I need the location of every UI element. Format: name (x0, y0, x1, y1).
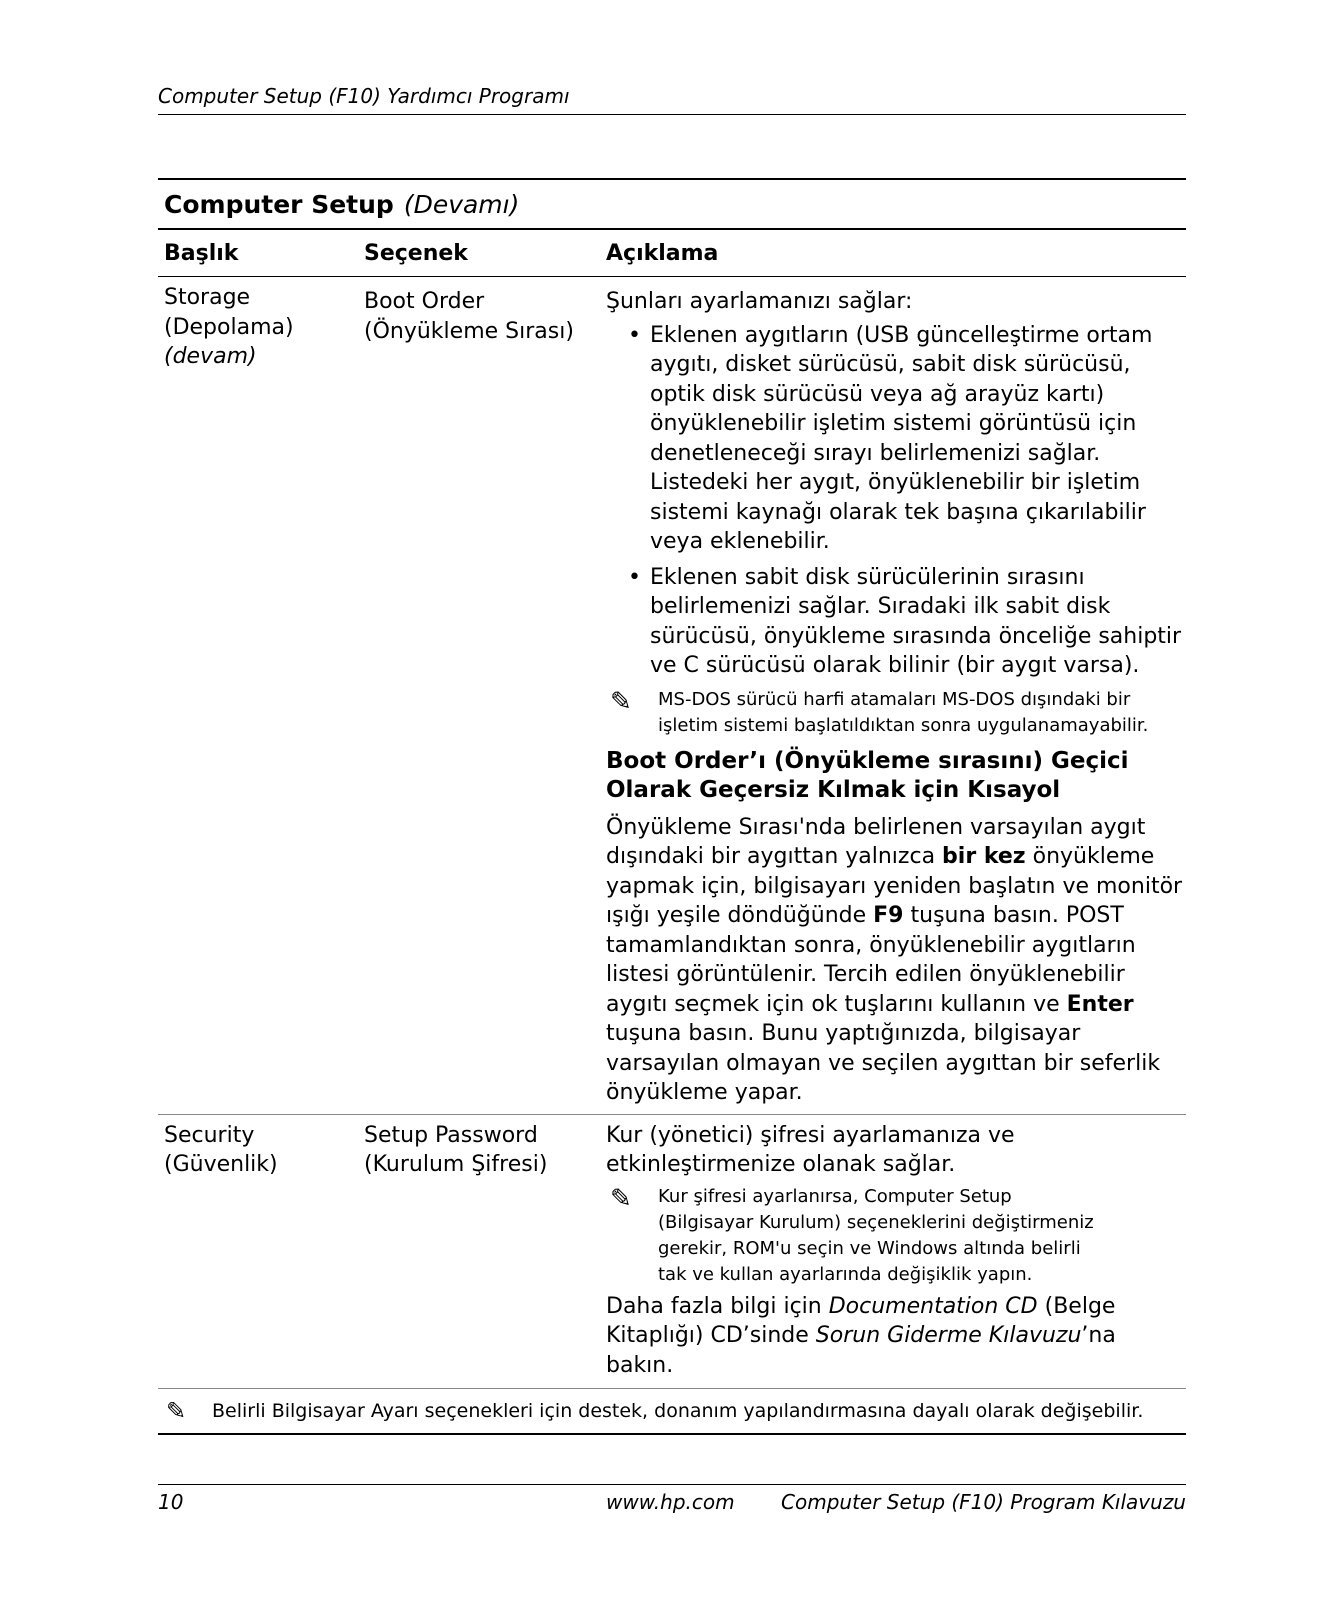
option-line: (Önyükleme Sırası) (364, 318, 574, 344)
pencil-note-icon: ✎ (610, 1183, 632, 1214)
subheading-line: Boot Order’ı (Önyükleme sırasını) Geçici (606, 747, 1129, 774)
more-troubleshooting-guide: Sorun Giderme Kılavuzu (815, 1323, 1082, 1348)
shortcut-text: tuşuna basın. Bunu yaptığınızda, bilgisayar varsayılan olmayan ve seçilen aygıttan bir seferlik önyükleme yapar. (606, 1021, 1161, 1105)
footer-url: www.hp.com (606, 1490, 735, 1514)
option-line: Setup Password (364, 1122, 538, 1148)
header-rule (158, 114, 1186, 115)
page-number: 10 (158, 1490, 184, 1514)
pencil-note-icon: ✎ (166, 1397, 187, 1425)
note-line: (Bilgisayar Kurulum) seçeneklerini değiştirmeniz (658, 1211, 1094, 1233)
pencil-note-icon: ✎ (610, 686, 632, 717)
row-option (358, 1121, 600, 1180)
table-footnote (158, 1389, 1186, 1435)
shortcut-bold-once: bir kez (942, 844, 1026, 869)
footnote-text: Belirli Bilgisayar Ayarı seçenekleri için destek, donanım yapılandırmasına dayalı olarak değişebilir. (212, 1400, 1144, 1422)
table-row-storage (158, 277, 1186, 1115)
bullet-dot: • (628, 322, 641, 348)
note-msdos (606, 687, 1186, 739)
note-text (658, 1184, 1094, 1288)
table-row-security (158, 1115, 1186, 1390)
note-line: Kur şifresi ayarlanırsa, Computer Setup (658, 1185, 1012, 1207)
bullet-item (606, 321, 1186, 557)
option-line: (Kurulum Şifresi) (364, 1152, 548, 1177)
bullet-dot: • (628, 564, 641, 590)
description-bullets (606, 321, 1186, 681)
column-header-description: Açıklama (606, 240, 719, 266)
more-text: ’na bakın. (606, 1323, 1116, 1378)
more-text: (Belge Kitaplığı) CD’sinde (606, 1293, 1116, 1348)
running-header: Computer Setup (F10) Yardımcı Programı (158, 84, 570, 108)
note-line: işletim sistemi başlatıldıktan sonra uygulanamayabilir. (658, 714, 1149, 736)
shortcut-text: önyükleme yapmak için, bilgisayarı yeniden başlatın ve monitör ışığı yeşile döndüğünde (606, 844, 1183, 928)
footer-rule (158, 1484, 1186, 1485)
description-intro: Kur (yönetici) şifresi ayarlamanıza ve etkinleştirmenize olanak sağlar. (606, 1122, 1015, 1177)
row-heading (158, 1121, 358, 1180)
heading-line: Storage (164, 285, 251, 310)
option-line: Boot Order (364, 289, 485, 314)
footer-guide-title: Computer Setup (F10) Program Kılavuzu (781, 1490, 1186, 1514)
computer-setup-table (158, 178, 1186, 1435)
bullet-text: Eklenen sabit disk sürücülerinin sırasını belirlemenizi sağlar. Sıradaki ilk sabit disk sürücüsü, önyükleme sırasında önceliğe sahiptir ve C sürücüsü olarak bilinir (bir aygıt varsa). (650, 564, 1182, 678)
note-text (658, 687, 1148, 739)
note-line: MS-DOS sürücü harfi atamaları MS-DOS dışındaki bir (658, 688, 1131, 710)
table-header-row (158, 230, 1186, 277)
shortcut-paragraph (606, 813, 1186, 1108)
heading-continued: (devam) (164, 344, 257, 369)
shortcut-subheading (606, 747, 1186, 805)
table-title-main: Computer Setup (164, 189, 394, 219)
shortcut-text: tuşuna basın. POST tamamlandıktan sonra, önyüklenebilir aygıtların listesi görüntülenir. Tercih edilen önyüklenebilir aygıtı seçmek için ok tuşlarını kullanın ve (606, 903, 1136, 1017)
row-description (600, 1121, 1186, 1381)
note-setup-password (606, 1184, 1186, 1288)
note-line: tak ve kullan ayarlarında değişiklik yapın. (658, 1263, 1033, 1285)
note-line: gerekir, ROM'u seçin ve Windows altında belirli (658, 1237, 1081, 1259)
description-intro: Şunları ayarlamanızı sağlar: (606, 289, 913, 314)
bullet-text: Eklenen aygıtların (USB güncelleştirme ortam aygıtı, disket sürücüsü, sabit disk sürücüsü, optik disk sürücüsü veya ağ arayüz kartı) önyüklenebilir işletim sistemi görüntüsü için denetleneceği sırayı belirlemenizi sağlar. Listedeki her aygıt, önyüklenebilir bir işletim sistemi kaynağı olarak tek başına çıkarılabilir veya eklenebilir. (650, 322, 1153, 554)
shortcut-bold-f9: F9 (873, 903, 904, 928)
row-option (358, 283, 600, 346)
heading-line: Security (164, 1122, 255, 1148)
row-heading (158, 283, 358, 372)
heading-line: (Güvenlik) (164, 1152, 278, 1177)
shortcut-text: Önyükleme Sırası'nda belirlenen varsayılan aygıt dışındaki bir aygıttan yalnızca (606, 814, 1146, 869)
column-header-option: Seçenek (364, 240, 468, 266)
more-info-paragraph (606, 1292, 1186, 1381)
row-description (600, 283, 1186, 1108)
column-header-heading: Başlık (164, 240, 239, 266)
bullet-item (606, 563, 1186, 681)
shortcut-bold-enter: Enter (1066, 991, 1134, 1017)
heading-line: (Depolama) (164, 314, 294, 340)
more-doc-cd: Documentation CD (828, 1293, 1038, 1319)
table-title (158, 180, 1186, 230)
table-title-continued: (Devamı) (403, 189, 520, 219)
subheading-line: Olarak Geçersiz Kılmak için Kısayol (606, 776, 1061, 803)
more-text: Daha fazla bilgi için (606, 1293, 829, 1319)
